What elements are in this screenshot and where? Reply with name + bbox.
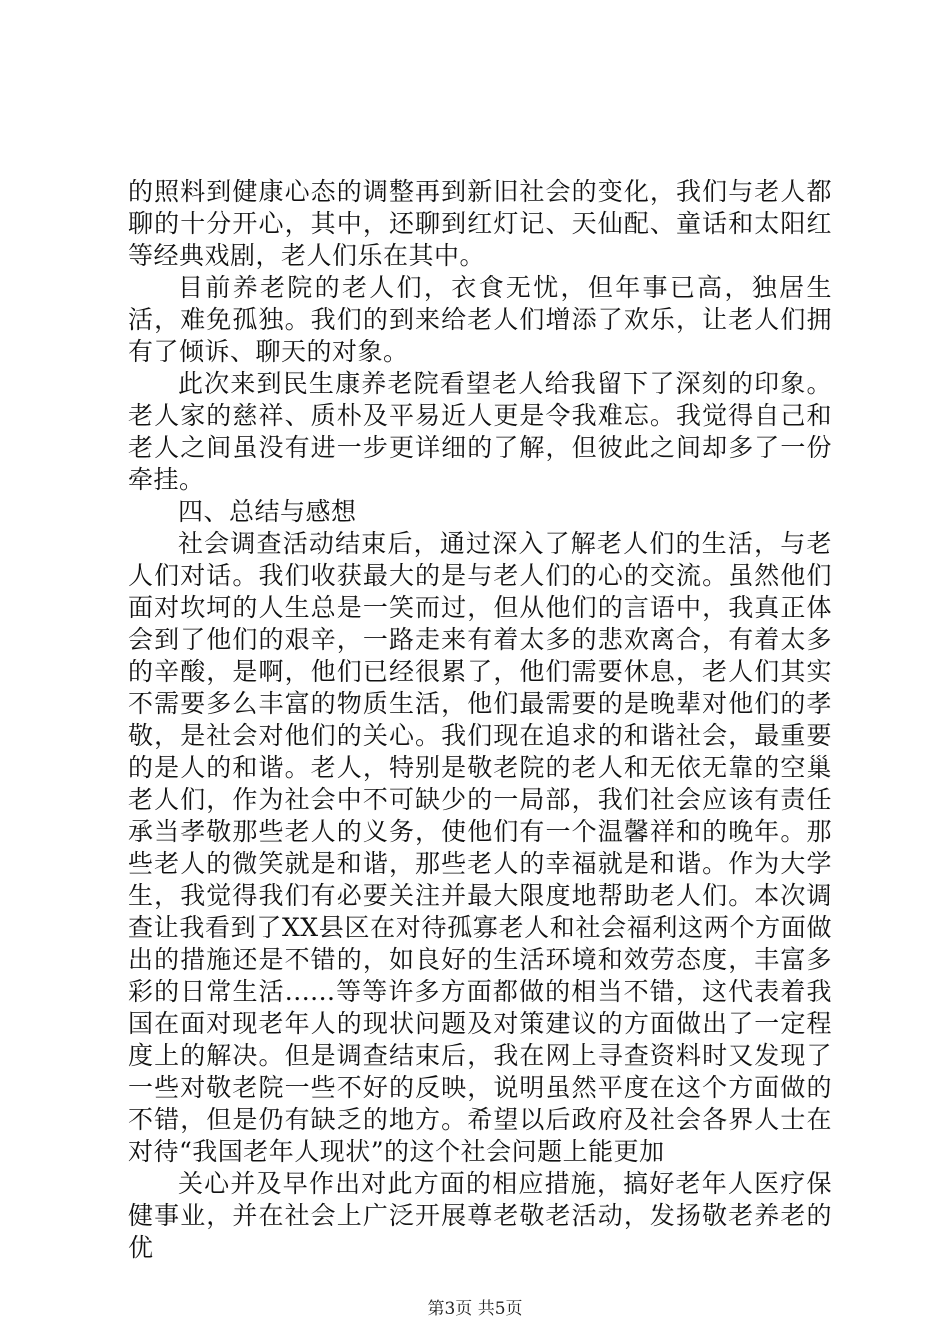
document-body [128, 176, 832, 1264]
paragraph-4: 社会调查活动结束后，通过深入了解老人们的生活，与老人们对话。我们收获最大的是与老人们的心的交流。虽然他们面对坎坷的人生总是一笑而过，但从他们的言语中，我真正体会到了他们的艰辛，一路走来有着太多的悲欢离合，有着太多的辛酸，是啊，他们已经很累了，他们需要休息，老人们其实不需要多么丰富的物质生活，他们最需要的是晚辈对他们的孝敬，是社会对他们的关心。我们现在追求的和谐社会，最重要的是人的和谐。老人，特别是敬老院的老人和无依无靠的空巢老人们，作为社会中不可缺少的一局部，我们社会应该有责任承当孝敬那些老人的义务，使他们有一个温馨祥和的晚年。那些老人的微笑就是和谐，那些老人的幸福就是和谐。作为大学生，我觉得我们有必要关注并最大限度地帮助老人们。本次调查让我看到了XX县区在对待孤寡老人和社会福利这两个方面做出的措施还是不错的，如良好的生活环境和效劳态度，丰富多彩的日常生活......等等许多方面都做的相当不错，这代表着我国在面对现老年人的现状问题及对策建议的方面做出了一定程度上的解决。但是调查结束后，我在网上寻查资料时又发现了一些对敬老院一些不好的反映，说明虽然平度在这个方面做的不错，但是仍有缺乏的地方。希望以后政府及社会各界人士在对待“我国老年人现状”的这个社会问题上能更加 [128, 529, 832, 1166]
section-heading: 四、总结与感想 [178, 497, 357, 526]
paragraph-2: 目前养老院的老人们，衣食无忧，但年事已高，独居生活，难免孤独。我们的到来给老人们增添了欢乐，让老人们拥有了倾诉、聊天的对象。 [128, 273, 832, 366]
paragraph-1: 的照料到健康心态的调整再到新旧社会的变化，我们与老人都聊的十分开心，其中，还聊到红灯记、天仙配、童话和太阳红等经典戏剧，老人们乐在其中。 [128, 177, 832, 270]
page-number-footer: 第3页 共5页 [427, 1299, 523, 1319]
paragraph-5: 关心并及早作出对此方面的相应措施，搞好老年人医疗保健事业，并在社会上广泛开展尊老敬老活动，发扬敬老养老的优 [128, 1169, 832, 1262]
paragraph-3: 此次来到民生康养老院看望老人给我留下了深刻的印象。老人家的慈祥、质朴及平易近人更是令我难忘。我觉得自己和老人之间虽没有进一步更详细的了解，但彼此之间却多了一份牵挂。 [128, 369, 832, 494]
